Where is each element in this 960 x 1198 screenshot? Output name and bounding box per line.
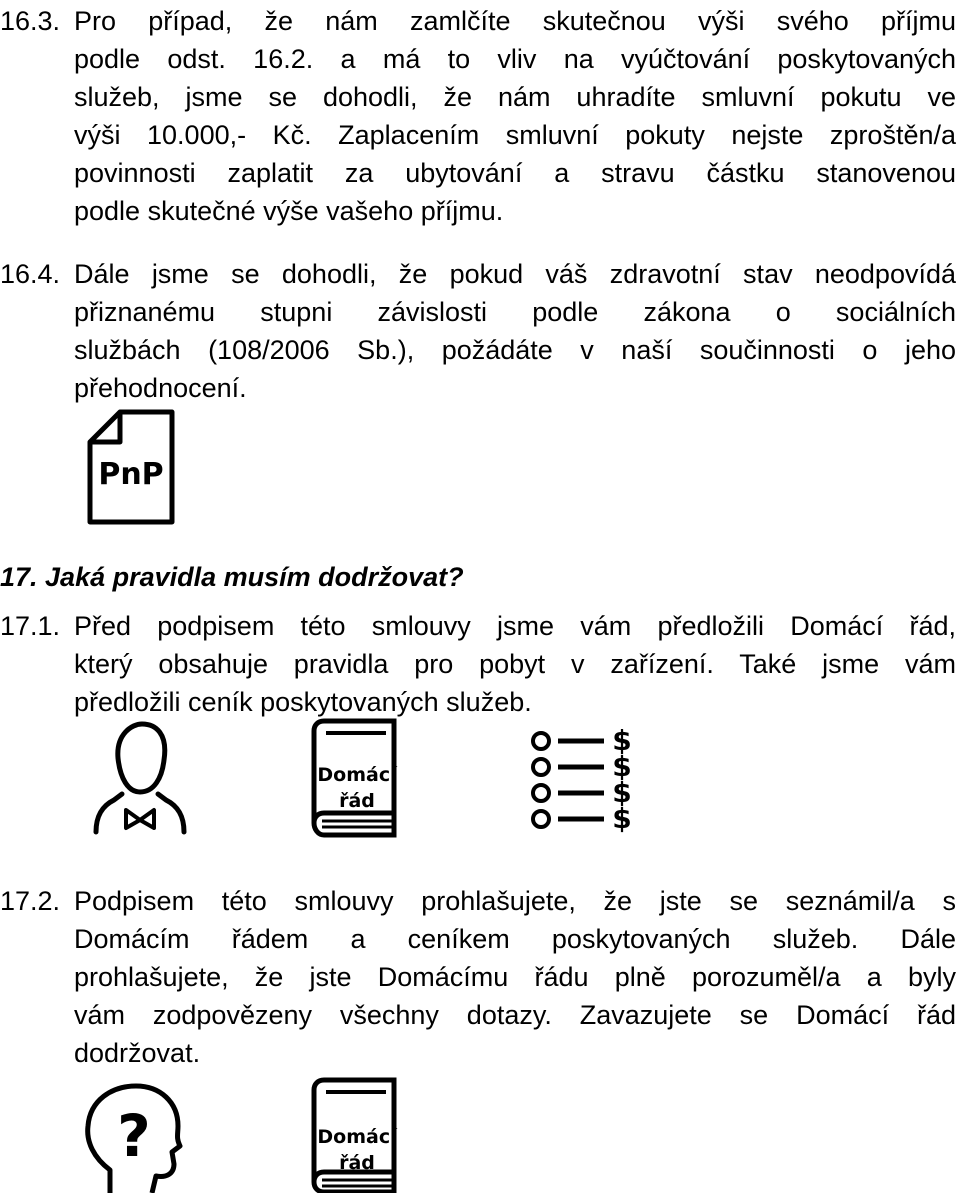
- house-rules-book-icon: [308, 1076, 400, 1193]
- clause-line: který obsahuje pravidla pro pobyt v zařízení. Také jsme vám: [74, 649, 956, 679]
- clause-text: [74, 882, 956, 1072]
- question-head-icon: [80, 1082, 184, 1193]
- clause-number: 16.3.: [0, 6, 61, 36]
- clause-text: [74, 2, 956, 230]
- clause-line: dodržovat.: [74, 1038, 201, 1068]
- book-label-line1: Domácí: [317, 1126, 397, 1148]
- clause-line: výši 10.000,- Kč. Zaplacením smluvní pokuty nejste zproštěn/a: [74, 120, 956, 150]
- clause-line: podle skutečné výše vašeho příjmu.: [74, 196, 504, 226]
- clause-line: přiznanému stupni závislosti podle zákona o sociálních: [74, 297, 956, 327]
- dollar-symbol: $: [612, 750, 632, 783]
- clause-line: služeb, jsme se dohodli, že nám uhradíte smluvní pokutu ve: [74, 82, 956, 112]
- clause-line: přehodnocení.: [74, 373, 247, 403]
- clause-line: Dále jsme se dohodli, že pokud váš zdravotní stav neodpovídá: [74, 259, 956, 289]
- question-mark: ?: [117, 1102, 151, 1170]
- clause-text: [74, 255, 956, 407]
- clause-line: prohlašujete, že jste Domácímu řádu plně porozuměl/a a byly: [74, 962, 956, 992]
- clause-text: [74, 607, 956, 721]
- house-rules-book-icon: [308, 717, 400, 843]
- book-label-line2: řád: [339, 790, 375, 812]
- book-label-line1: Domácí: [317, 764, 397, 786]
- pnp-label: PnP: [98, 457, 164, 492]
- clause-line: předložili ceník poskytovaných služeb.: [74, 687, 532, 717]
- section-heading: 17. Jaká pravidla musím dodržovat?: [0, 562, 464, 592]
- dollar-symbol: $: [612, 724, 632, 757]
- clause-line: vám zodpovězeny všechny dotazy. Zavazujete se Domácí řád: [74, 1000, 956, 1030]
- clause-line: Před podpisem této smlouvy jsme vám předložili Domácí řád,: [74, 611, 956, 641]
- clause-line: povinnosti zaplatit za ubytování a stravu částku stanovenou: [74, 158, 956, 188]
- clause-number: 16.4.: [0, 259, 61, 289]
- clause-line: Domácím řádem a ceníkem poskytovaných služeb. Dále: [74, 924, 956, 954]
- price-list-icon: [528, 724, 636, 836]
- pnp-document-icon: [86, 408, 176, 526]
- dollar-symbol: $: [612, 776, 632, 809]
- clause-number: 17.2.: [0, 886, 61, 916]
- clause-line: Podpisem této smlouvy prohlašujete, že jste se seznámil/a s: [74, 886, 956, 916]
- clause-number: 17.1.: [0, 611, 61, 641]
- dollar-symbol: $: [612, 802, 632, 835]
- person-icon: [92, 720, 188, 836]
- clause-line: podle odst. 16.2. a má to vliv na vyúčtování poskytovaných: [74, 44, 956, 74]
- clause-line: Pro případ, že nám zamlčíte skutečnou výši svého příjmu: [74, 6, 956, 36]
- clause-line: službách (108/2006 Sb.), požádáte v naší součinnosti o jeho: [74, 335, 956, 365]
- book-label-line2: řád: [339, 1152, 375, 1174]
